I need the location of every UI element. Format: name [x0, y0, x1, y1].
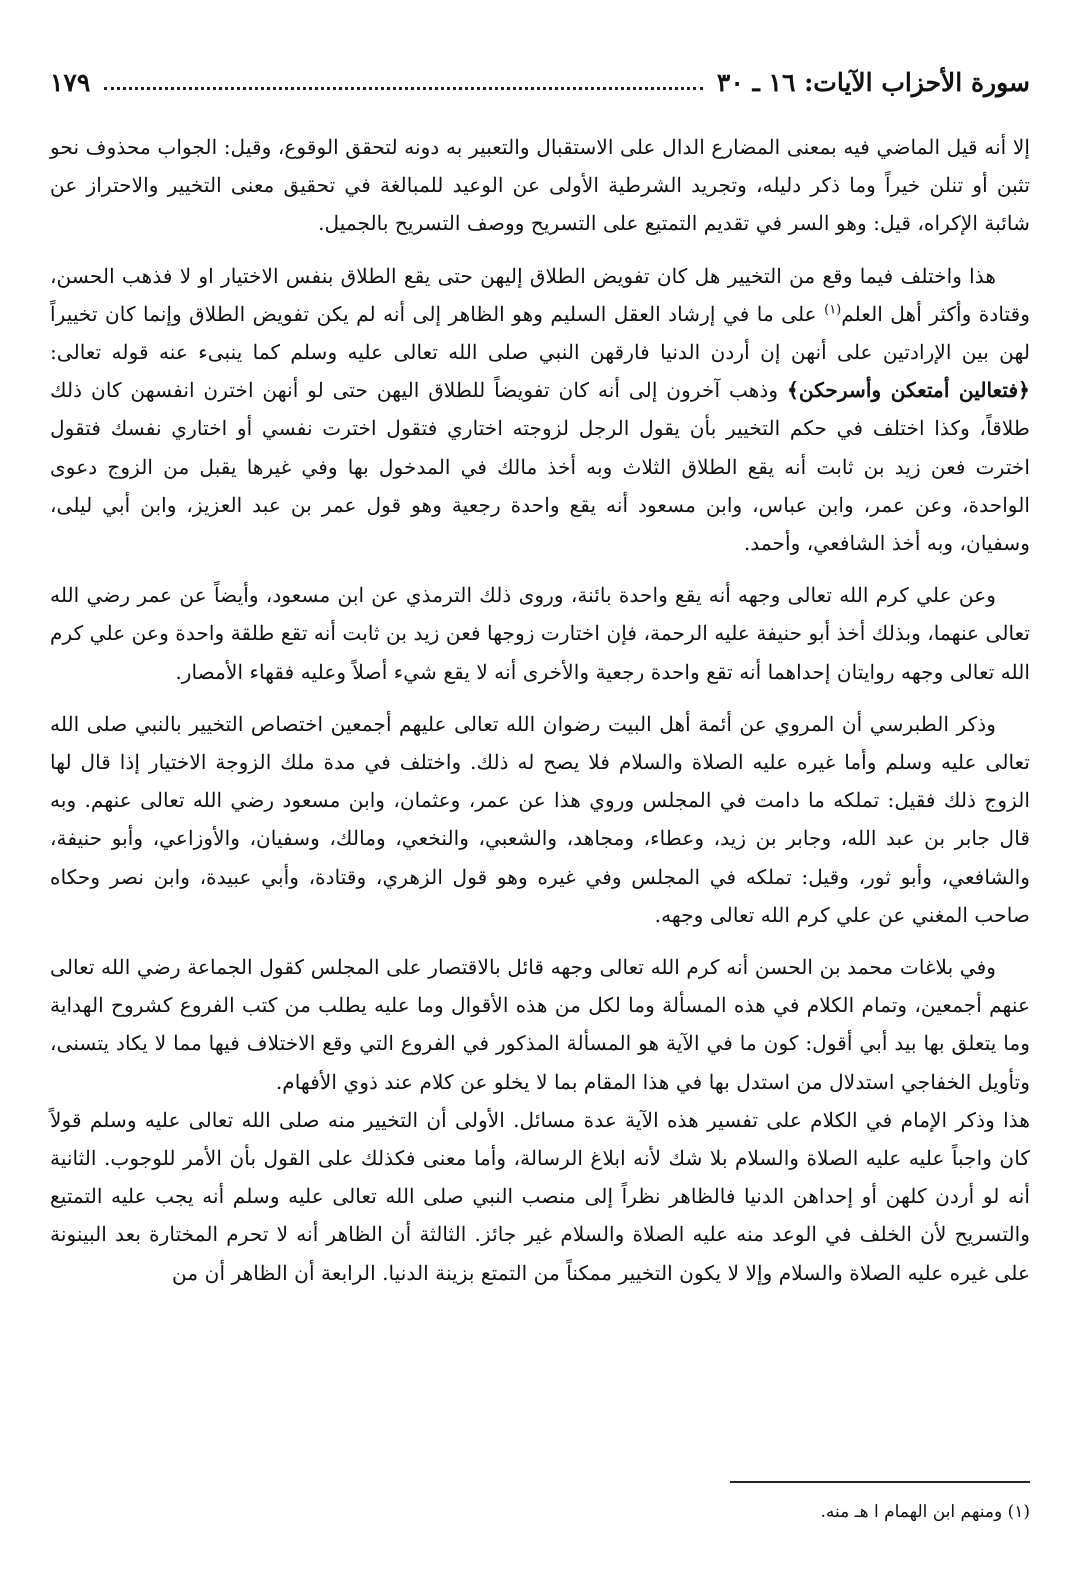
- footnote-text: ومنهم ابن الهمام ا هـ منه.: [820, 1502, 1003, 1522]
- paragraph-4: وذكر الطبرسي أن المروي عن أئمة أهل البيت رضوان الله تعالى عليهم أجمعين اختصاص التخيير بالنبي صلى الله تعالى عليه وسلم وأما غيره عليه الصلاة والسلام فلا يصح له ذلك. واختلف في مدة ملك الزوجة الاختيار إذا قال لها الزوج ذلك فقيل: تملكه ما دامت في المجلس وروي هذا عن عمر، وعثمان، وابن مسعود رضي الله تعالى عنهم. وبه قال جابر بن عبد الله، وجابر بن زيد، وعطاء، ومجاهد، والشعبي، والنخعي، ومالك، وسفيان، والأوزاعي، وأبو حنيفة، والشافعي، وأبو ثور، وقيل: تملكه في المجلس وفي غيره وهو قول الزهري، وقتادة، وأبي عبيدة، وابن نصر وحكاه صاحب المغني عن علي كرم الله تعالى وجهه.: [50, 711, 1030, 927]
- footnote-divider: [730, 1481, 1030, 1483]
- page-number: ١٧٩: [50, 67, 91, 97]
- paragraph-2-part-1: هذا واختلف فيما وقع من التخيير هل كان تفويض الطلاق إليهن حتى يقع الطلاق بنفس الاختيار او لا فذهب الحسن، وقتادة وأكثر أهل العلم: [50, 263, 1030, 326]
- paragraph-3: وعن علي كرم الله تعالى وجهه أنه يقع واحدة بائنة، وروى ذلك الترمذي عن ابن مسعود، وأيضاً عن عمر رضي الله تعالى عنهما، وبذلك أخذ أبو حنيفة عليه الرحمة، فإن اختارت زوجها فعن زيد بن ثابت أنه تقع طلقة واحدة وعن علي كرم الله تعالى وجهه روايتان إحداهما أنه تقع واحدة رجعية والأخرى أنه لا يقع شيء أصلاً وعليه فقهاء الأمصار.: [50, 583, 1030, 684]
- main-text: [50, 128, 1030, 1292]
- paragraph-5: وفي بلاغات محمد بن الحسن أنه كرم الله تعالى وجهه قائل بالاقتصار على المجلس كقول الجماعة رضي الله تعالى عنهم أجمعين، وتمام الكلام في هذه المسألة وما لكل من هذه الأقوال وما عليه يطلب من كتب الفروع كشروح الهداية وما يتعلق بها بيد أبي أقول: كون ما في الآية هو المسألة المذكور في الفروع التي وقع الاختلاف فيها مما لا يكاد يتسنى، وتأويل الخفاجي استدلال من استدل بها في هذا المقام بما لا يخلو عن كلام عند ذوي الأفهام.: [50, 955, 1031, 1094]
- surah-title: سورة الأحزاب الآيات: ١٦ ـ ٣٠: [716, 67, 1030, 97]
- running-head: [50, 62, 1030, 103]
- paragraph-1: إلا أنه قيل الماضي فيه بمعنى المضارع الدال على الاستقبال والتعبير به دونه لتحقق الوقوع، وقيل: الجواب محذوف نحو تثبن أو تنلن خيراً وما ذكر دليله، وتجريد الشرطية الأولى عن الوعيد للمبالغة في تحقيق معنى التخيير والاحتراز عن شائبة الإكراه، قيل: وهو السر في تقديم التمتيع على التسريح ووصف التسريح بالجميل.: [50, 135, 1030, 236]
- paragraph-2: [50, 257, 1030, 563]
- footnote-reference: (١): [824, 302, 842, 318]
- footnote-marker: (١): [1007, 1502, 1030, 1522]
- paragraph-2-part-2: على ما في إرشاد العقل السليم وهو الظاهر إلى أنه لم يكن تفويض الطلاق وإنما كان تخييراً لهن بين الإرادتين على أنهن إن أردن الدنيا فارقهن النبي صلى الله تعالى عليه وسلم كما ينبىء عنه قوله تعالى:: [50, 301, 1030, 365]
- paragraph-6: هذا وذكر الإمام في الكلام على تفسير هذه الآية عدة مسائل. الأولى أن التخيير منه صلى الله تعالى عليه وسلم قولاً كان واجباً عليه عليه الصلاة والسلام بلا شك لأنه ابلاغ الرسالة، وأما معنى فكذلك على القول بأن الأمر للوجوب. الثانية أنه لو أردن كلهن أو إحداهن الدنيا فالظاهر نظراً إلى منصب النبي صلى الله تعالى عليه وسلم أنه يجب عليه التمتيع والتسريح لأن الخلف في الوعد منه عليه الصلاة والسلام غير جائز. الثالثة أن الظاهر أنه لا تحرم المختارة بعد البينونة على غيره عليه الصلاة والسلام وإلا لا يكون التخيير ممكناً من التمتع بزينة الدنيا. الرابعة أن الظاهر أن من: [50, 1107, 1030, 1285]
- leader-dots: [104, 87, 703, 90]
- paragraph-2-part-3: وذهب آخرون إلى أنه كان تفويضاً للطلاق اليهن حتى لو أنهن اخترن انفسهن كان ذلك طلاقاً، وكذا اختلف في حكم التخيير بأن يقول الرجل لزوجته اختاري فتقول اخترت نفسي أو اختاري نفسك فتقول اخترت فعن زيد بن ثابت أنه يقع الطلاق الثلاث وبه أخذ مالك في المدخول بها وفي غيرها يقبل من الزوج دعوى الواحدة، وعن عمر، وابن عباس، وابن مسعود أنه يقع واحدة رجعية وهو قول عمر بن عبد العزيز، وابن أبي ليلى، وسفيان، وبه أخذ الشافعي، وأحمد.: [50, 378, 1030, 556]
- footnote: [50, 1497, 1030, 1527]
- quran-verse: ﴿فتعالين أمتعكن وأسرحكن﴾: [787, 378, 1030, 403]
